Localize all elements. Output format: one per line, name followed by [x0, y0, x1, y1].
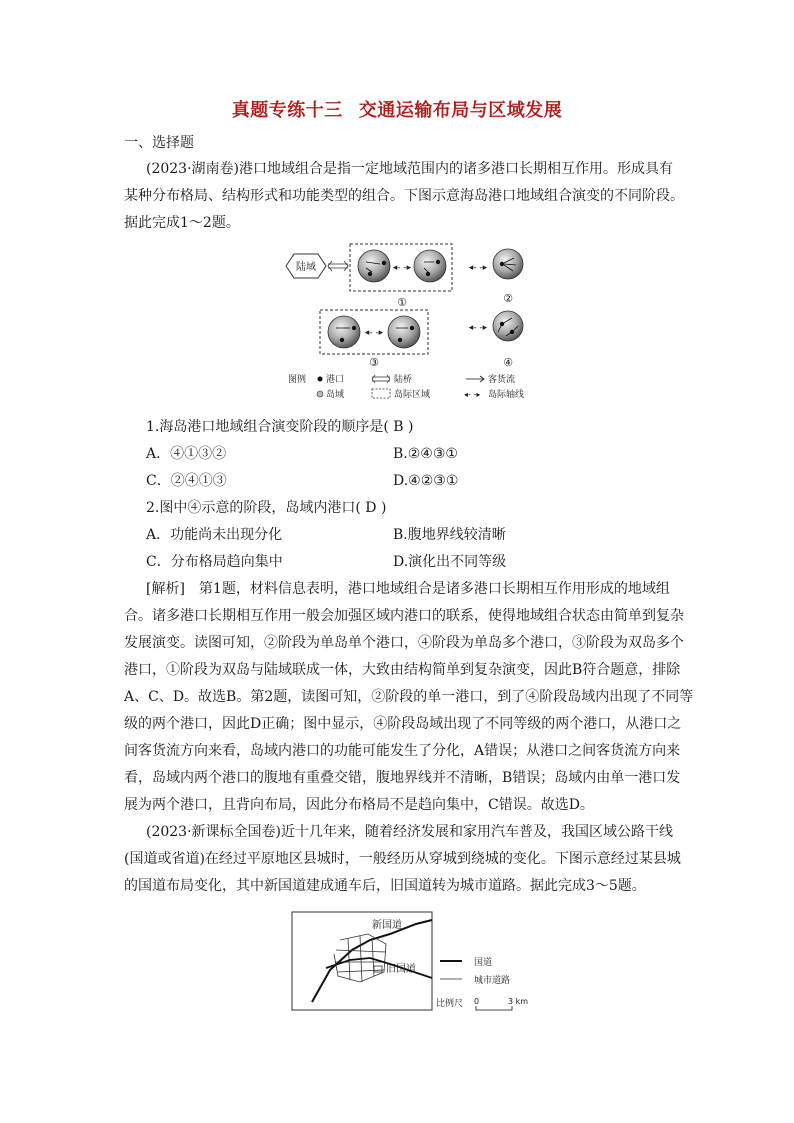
legend-region: 岛际区域 [394, 390, 431, 400]
port-dot [340, 338, 344, 342]
analysis-line: [解析] 第1题，材料信息表明，港口地域组合是诸多港口长期相互作用形成的地域组 [146, 581, 670, 597]
stage-label-3: ③ [369, 356, 379, 369]
analysis-line: 港口，①阶段为双岛与陆域联成一体，大致由结构简单到复杂演变，因此B符合题意，排除 [124, 662, 681, 678]
land-label: 陆域 [296, 262, 316, 273]
legend-title: 图例 [288, 375, 307, 385]
legend-region-icon [372, 389, 390, 398]
legend-axis: 岛际轴线 [488, 390, 525, 400]
stage-label-4: ④ [503, 356, 513, 369]
legend-bridge-icon [372, 375, 390, 383]
interisland-axis: ◂- -▸ [392, 263, 412, 273]
q2-option-d: D.演化出不同等级 [393, 554, 507, 570]
intro2-line: 的国道布局变化，其中新国道建成通车后，旧国道转为城市道路。据此完成3～5题。 [124, 878, 646, 894]
port-dot [398, 338, 402, 342]
q1-stem: 1.海岛港口地域组合演变阶段的顺序是( B ) [146, 419, 414, 435]
port-dot [352, 326, 356, 330]
port-dot [368, 272, 372, 276]
island-icon [493, 311, 523, 341]
island-icon [414, 250, 446, 282]
analysis-line: 合。诸多港口长期相互作用一般会加强区域内港口的联系，使得地域组合状态由简单到复杂 [124, 608, 684, 624]
q2-stem: 2.图中④示意的阶段，岛域内港口( D ) [146, 500, 387, 516]
stage-label-2: ② [503, 292, 513, 305]
q1-option-d: D.④②③① [393, 473, 459, 489]
intro1-line: (2023·湖南卷)港口地域组合是指一定地域范围内的诸多港口长期相互作用。形成具有 [146, 161, 674, 177]
interisland-axis: ◂- -▸ [364, 328, 384, 338]
interisland-axis: ◂- -▸ [468, 323, 488, 333]
legend-port: 港口 [326, 375, 345, 385]
q1-option-a: A．④①③② [146, 446, 227, 462]
port-dot [500, 262, 504, 266]
island-icon [358, 250, 390, 282]
county-road-map [290, 910, 540, 1015]
new-road-label: 新国道 [372, 920, 402, 931]
island-icon [388, 316, 420, 348]
scale-label: 比例尺 [436, 999, 464, 1009]
island-icon [328, 316, 360, 348]
intro2-line: (国道或省道)在经过平原地区县城时，一般经历从穿城到绕城的变化。下图示意经过某县城 [124, 851, 681, 867]
legend-island: 岛域 [326, 390, 345, 400]
scale-bar [476, 1006, 512, 1010]
q1-option-b: B.②④③① [393, 446, 458, 462]
interisland-axis: ◂- -▸ [468, 263, 488, 273]
analysis-line: 级的两个港口，因此D正确；图中显示，④阶段岛域出现了不同等级的两个港口，从港口之 [124, 716, 682, 732]
port-dot [426, 272, 430, 276]
stage-label-1: ① [397, 296, 407, 309]
legend-bridge: 陆桥 [394, 375, 413, 385]
scale-zero: 0 [474, 997, 480, 1006]
analysis-line: 看，岛域内两个港口的腹地有重叠交错，腹地界线并不清晰，B错误；岛域内由单一港口发 [124, 770, 681, 786]
intro1-line: 某种分布格局、结构形式和功能类型的组合。下图示意海岛港口地域组合演变的不同阶段。 [124, 188, 684, 204]
port-dot [436, 260, 440, 264]
analysis-line: 发展演变。读图可知，②阶段为单岛单个港口，④阶段为单岛多个港口，③阶段为双岛多个 [124, 635, 684, 651]
legend-axis-icon: ◂- -▸ [464, 390, 481, 399]
analysis-line: 间客货流方向来看，岛域内港口的功能可能发生了分化，A错误；从港口之间客货流方向来 [124, 743, 681, 759]
page-title: 真题专练十三 交通运输布局与区域发展 [231, 100, 563, 121]
analysis-line: 展为两个港口，且背向布局，因此分布格局不是趋向集中，C错误。故选D。 [124, 797, 594, 813]
legend-island-icon [317, 391, 323, 397]
land-bridge-icon [328, 261, 348, 271]
intro2-line: (2023·新课标全国卷)近十几年来，随着经济发展和家用汽车普及，我国区域公路干线 [146, 824, 674, 840]
port-dot [382, 261, 386, 265]
q2-option-c: C．分布格局趋向集中 [146, 554, 283, 570]
intro1-line: 据此完成1～2题。 [124, 215, 240, 231]
scale-end: 3 km [508, 997, 529, 1006]
legend-flow: 客货流 [488, 375, 516, 385]
legend-national: 国道 [474, 958, 493, 968]
legend-port-icon [318, 377, 323, 382]
q1-option-c: C．②④①③ [146, 473, 227, 489]
legend-flow-icon [466, 376, 484, 382]
legend-city: 城市道路 [474, 976, 511, 986]
analysis-line: A、C、D。故选B。第2题，读图可知，②阶段的单一港口，到了④阶段岛域内出现了不同等 [124, 689, 694, 705]
q2-option-b: B.腹地界线较清晰 [393, 527, 506, 543]
old-road-label: 旧国道 [386, 964, 416, 975]
q2-option-a: A．功能尚未出现分化 [146, 527, 283, 543]
port-dot [410, 326, 414, 330]
port-evolution-figure [280, 236, 560, 406]
section-heading: 一、选择题 [124, 135, 194, 151]
